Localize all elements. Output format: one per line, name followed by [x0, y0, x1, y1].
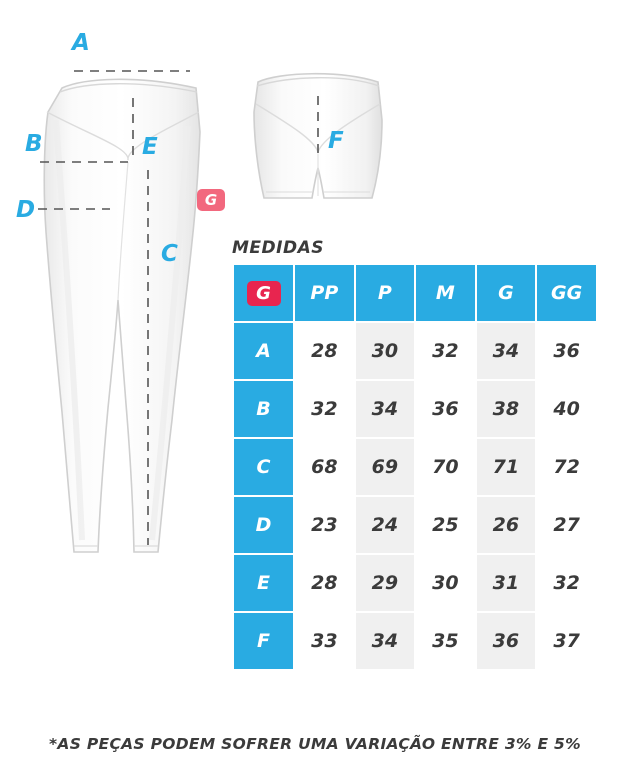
- cell-b-gg: 40: [536, 380, 597, 438]
- cell-e-gg: 32: [536, 554, 597, 612]
- cell-a-p: 30: [355, 322, 416, 380]
- column-header-p: P: [355, 264, 416, 322]
- cell-f-g: 36: [476, 612, 537, 670]
- row-header-a: A: [233, 322, 294, 380]
- row-header-b: B: [233, 380, 294, 438]
- cell-e-m: 30: [415, 554, 476, 612]
- table-row: [233, 380, 597, 438]
- cell-d-gg: 27: [536, 496, 597, 554]
- callout-letter-f: F: [328, 128, 344, 154]
- cell-a-gg: 36: [536, 322, 597, 380]
- cell-f-m: 35: [415, 612, 476, 670]
- cell-e-pp: 28: [294, 554, 355, 612]
- measurements-title: MEDIDAS: [232, 238, 324, 258]
- front-view: [44, 79, 200, 552]
- callout-letter-d: D: [16, 197, 36, 223]
- brand-logo-cell: [233, 264, 294, 322]
- row-header-e: E: [233, 554, 294, 612]
- cell-c-g: 71: [476, 438, 537, 496]
- cell-d-pp: 23: [294, 496, 355, 554]
- brand-logo-badge-table: [247, 281, 281, 306]
- column-header-m: M: [415, 264, 476, 322]
- cell-f-p: 34: [355, 612, 416, 670]
- brand-letter: G: [256, 282, 271, 304]
- table-row: [233, 612, 597, 670]
- cell-b-pp: 32: [294, 380, 355, 438]
- table-row: [233, 554, 597, 612]
- cell-f-gg: 37: [536, 612, 597, 670]
- row-header-c: C: [233, 438, 294, 496]
- callout-letter-e: E: [142, 134, 158, 160]
- callout-letter-c: C: [161, 241, 178, 267]
- cell-a-pp: 28: [294, 322, 355, 380]
- row-header-d: D: [233, 496, 294, 554]
- brand-logo-badge-garment: [197, 189, 225, 211]
- cell-b-p: 34: [355, 380, 416, 438]
- callout-letter-a: A: [72, 30, 90, 56]
- table-header-row: [233, 264, 597, 322]
- column-header-gg: GG: [536, 264, 597, 322]
- cell-c-m: 70: [415, 438, 476, 496]
- cell-c-pp: 68: [294, 438, 355, 496]
- table-row: [233, 438, 597, 496]
- cell-b-g: 38: [476, 380, 537, 438]
- variation-footnote: *AS PEÇAS PODEM SOFRER UMA VARIAÇÃO ENTRE 3% E 5%: [49, 735, 581, 753]
- cell-d-g: 26: [476, 496, 537, 554]
- cell-d-p: 24: [355, 496, 416, 554]
- cell-a-m: 32: [415, 322, 476, 380]
- table-row: [233, 496, 597, 554]
- cell-f-pp: 33: [294, 612, 355, 670]
- column-header-g: G: [476, 264, 537, 322]
- size-table: [232, 263, 598, 671]
- cell-e-p: 29: [355, 554, 416, 612]
- table-row: [233, 322, 597, 380]
- cell-c-p: 69: [355, 438, 416, 496]
- cell-c-gg: 72: [536, 438, 597, 496]
- column-header-pp: PP: [294, 264, 355, 322]
- row-header-f: F: [233, 612, 294, 670]
- cell-d-m: 25: [415, 496, 476, 554]
- cell-a-g: 34: [476, 322, 537, 380]
- cell-b-m: 36: [415, 380, 476, 438]
- brand-letter: G: [204, 191, 218, 209]
- callout-letter-b: B: [25, 131, 43, 157]
- cell-e-g: 31: [476, 554, 537, 612]
